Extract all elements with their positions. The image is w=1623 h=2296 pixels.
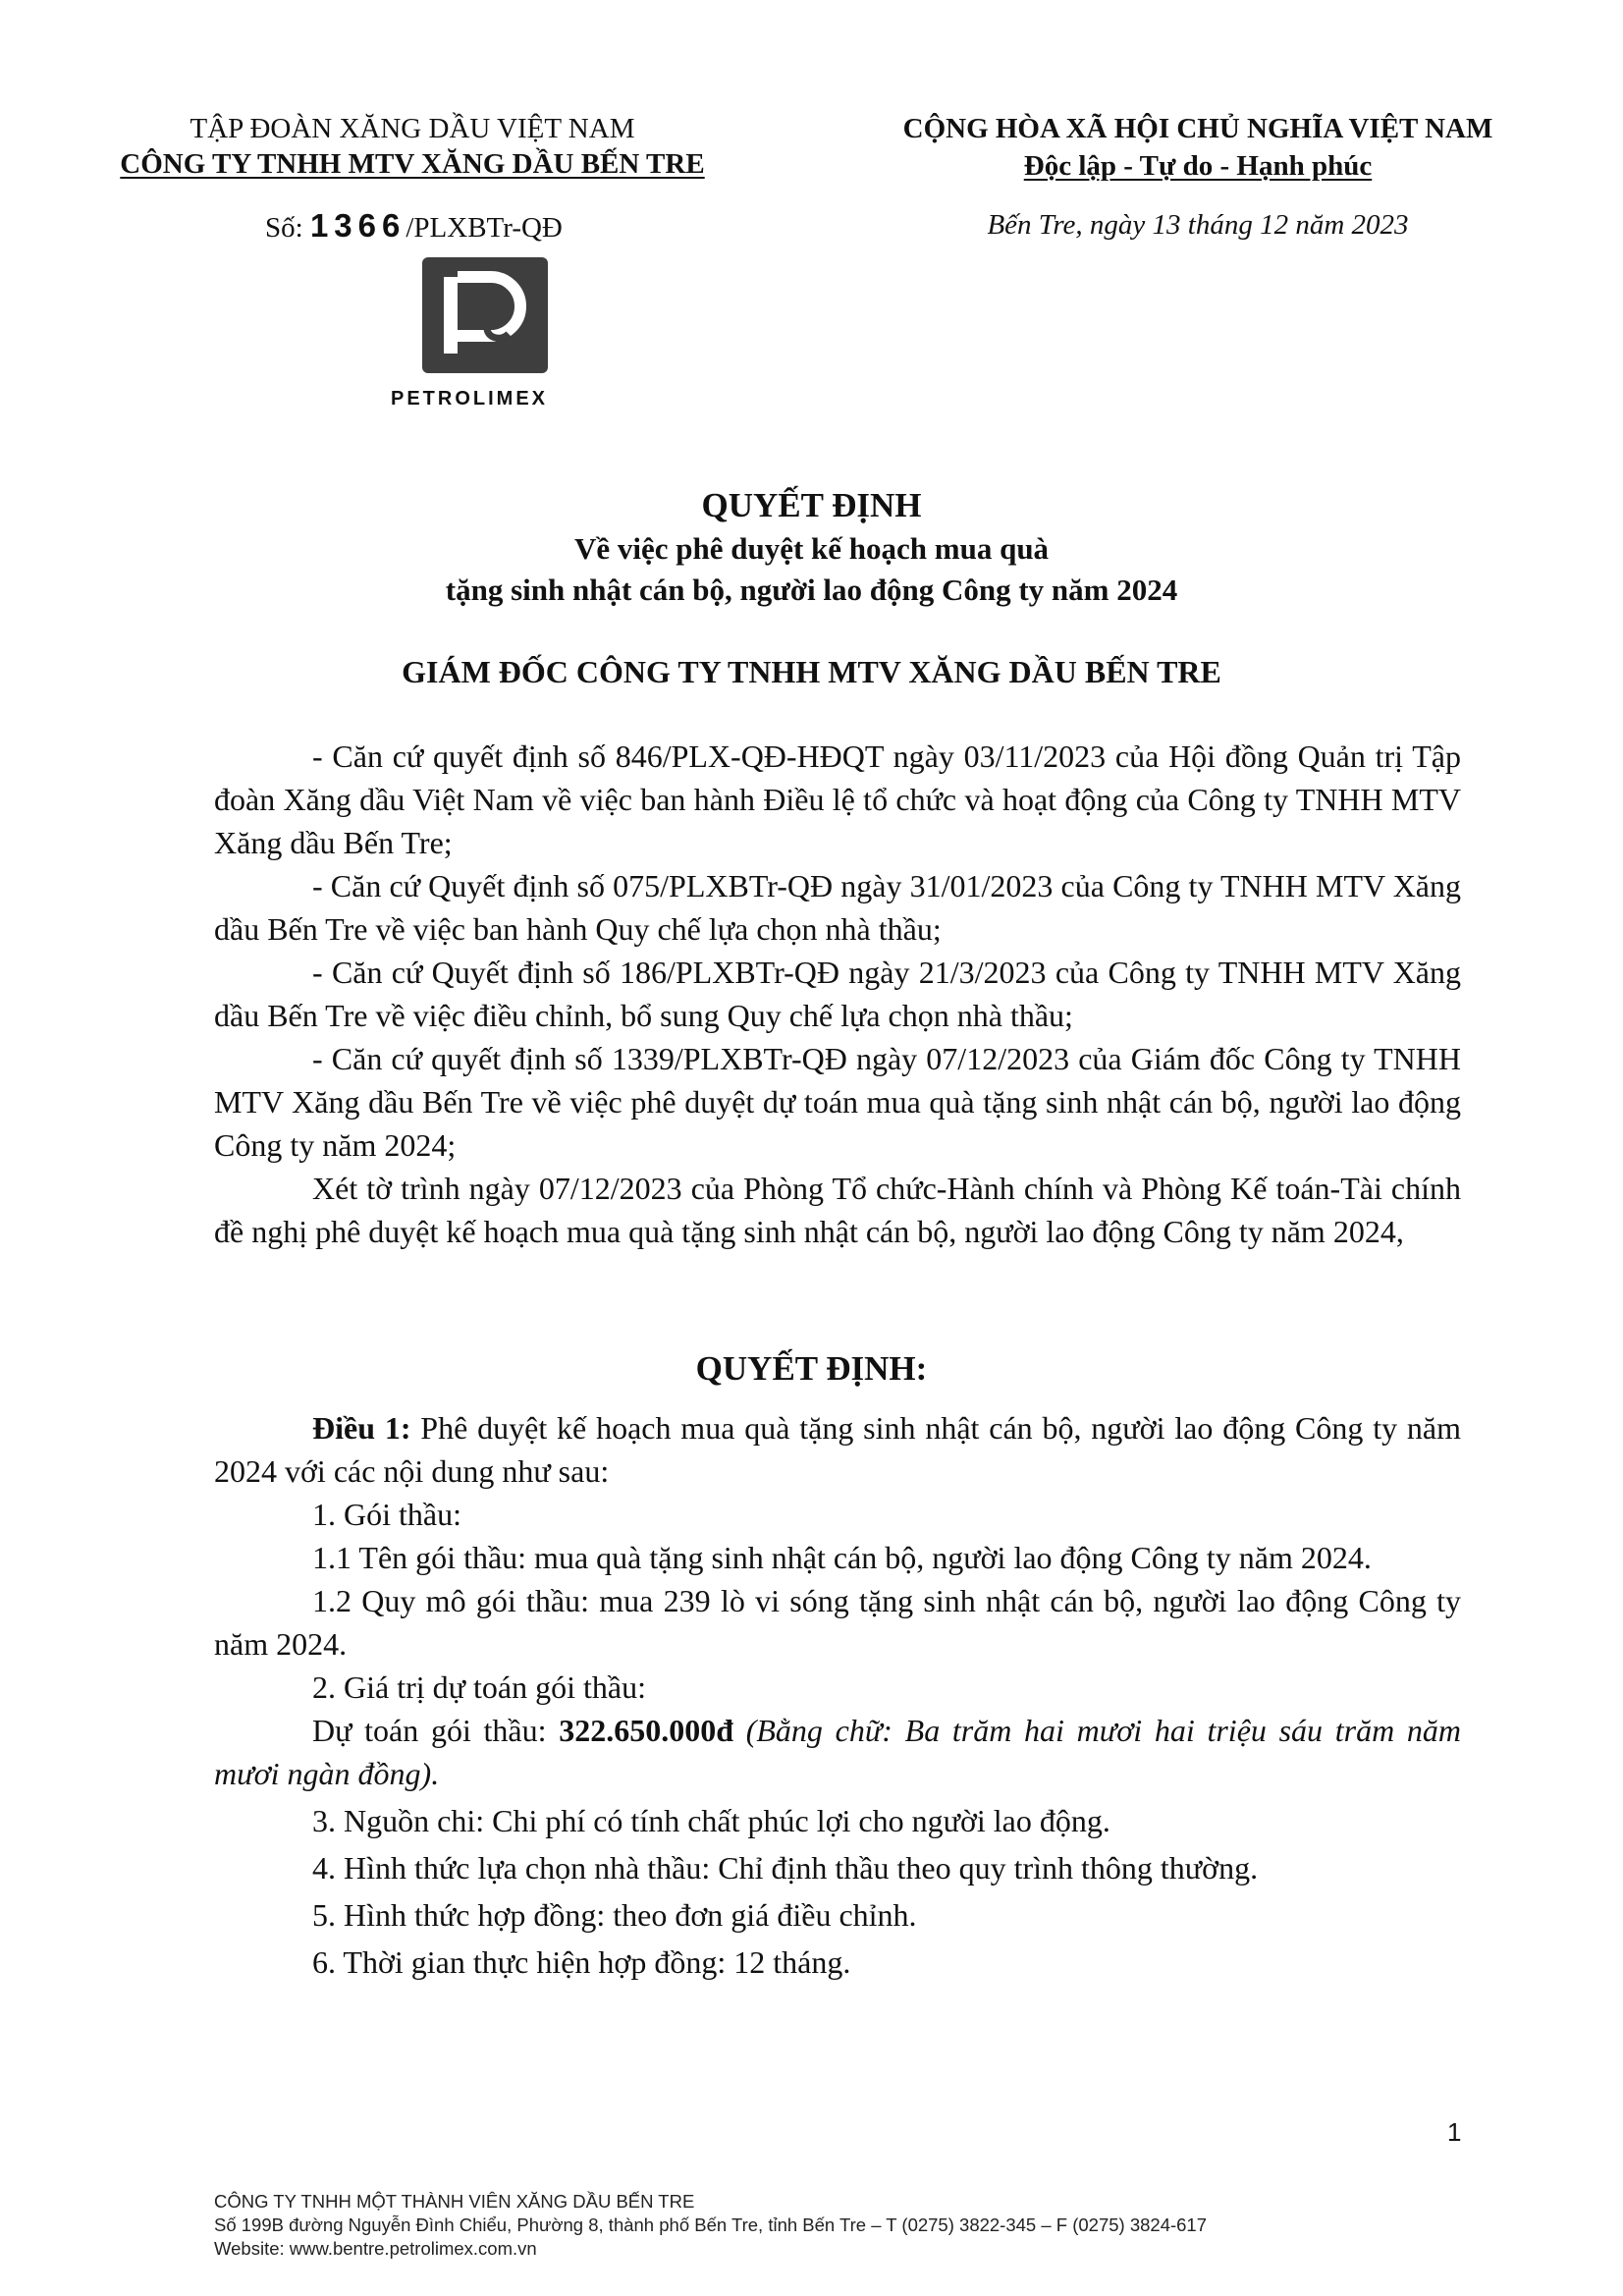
issue-date xyxy=(864,208,1532,243)
item-2: 2. Giá trị dự toán gói thầu: xyxy=(312,1669,646,1705)
footer-website: Website: www.bentre.petrolimex.com.vn xyxy=(214,2238,537,2259)
budget-value: 322.650.000đ xyxy=(559,1713,734,1748)
basis-1: - Căn cứ quyết định số 846/PLX-QĐ-HĐQT ngày 03/11/2023 của Hội đồng Quản trị Tập đoàn Xăng dầu Việt Nam về việc ban hành Điều lệ tổ chức và hoạt động của Công ty TNHH MTV Xăng dầu Bến Tre; xyxy=(214,738,1461,860)
subject-line-1: Về việc phê duyệt kế hoạch mua quà xyxy=(573,531,1050,566)
item-3: 3. Nguồn chi: Chi phí có tính chất phúc lợi cho người lao động. xyxy=(312,1803,1110,1838)
article-1 xyxy=(214,1406,1461,1493)
authority-heading: GIÁM ĐỐC CÔNG TY TNHH MTV XĂNG DẦU BẾN TRE xyxy=(402,654,1221,689)
subject-line-2: tặng sinh nhật cán bộ, người lao động Công ty năm 2024 xyxy=(445,573,1178,607)
article-1-label: Điều 1: xyxy=(312,1410,411,1446)
date-prefix: Bến Tre, ngày xyxy=(987,209,1146,241)
petrolimex-logo-icon xyxy=(422,257,548,373)
doc-number-suffix: /PLXBTr-QĐ xyxy=(406,212,563,244)
item-1-2: 1.2 Quy mô gói thầu: mua 239 lò vi sóng tặng sinh nhật cán bộ, người lao động Công ty năm 2024. xyxy=(214,1583,1461,1662)
decision-body-heading: QUYẾT ĐỊNH: xyxy=(695,1349,928,1388)
doc-number-prefix: Số: xyxy=(265,212,303,244)
decision-heading: QUYẾT ĐỊNH xyxy=(701,486,922,524)
motto xyxy=(864,149,1532,184)
org-company xyxy=(118,147,707,182)
doc-number xyxy=(265,206,563,246)
basis-5: Xét tờ trình ngày 07/12/2023 của Phòng Tổ chức-Hành chính và Phòng Kế toán-Tài chính đề nghị phê duyệt kế hoạch mua quà tặng sinh nhật cán bộ, người lao động Công ty năm 2024, xyxy=(214,1171,1461,1249)
basis-2: - Căn cứ Quyết định số 075/PLXBTr-QĐ ngày 31/01/2023 của Công ty TNHH MTV Xăng dầu Bến Tre về việc ban hành Quy chế lựa chọn nhà thầu; xyxy=(214,868,1461,947)
budget-words: (Bằng chữ: Ba trăm hai mươi hai triệu sáu trăm năm mươi ngàn đồng). xyxy=(214,1713,1462,1791)
basis-3: - Căn cứ Quyết định số 186/PLXBTr-QĐ ngày 21/3/2023 của Công ty TNHH MTV Xăng dầu Bến Tre về việc điều chỉnh, bổ sung Quy chế lựa chọn nhà thầu; xyxy=(214,955,1461,1033)
motto-text: Độc lập - Tự do - Hạnh phúc xyxy=(1023,150,1373,182)
basis-4: - Căn cứ quyết định số 1339/PLXBTr-QĐ ngày 07/12/2023 của Giám đốc Công ty TNHH MTV Xăng dầu Bến Tre về việc phê duyệt dự toán mua quà tặng sinh nhật cán bộ, người lao động Công ty năm 2024; xyxy=(214,1041,1461,1163)
footer-company: CÔNG TY TNHH MỘT THÀNH VIÊN XĂNG DẦU BẾN TRE xyxy=(214,2191,695,2212)
article-1-text: Phê duyệt kế hoạch mua quà tặng sinh nhật cán bộ, người lao động Công ty năm 2024 với các nội dung như sau: xyxy=(214,1410,1462,1489)
nation-title: CỘNG HÒA XÃ HỘI CHỦ NGHĨA VIỆT NAM xyxy=(902,113,1493,144)
org-parent: TẬP ĐOÀN XĂNG DẦU VIỆT NAM xyxy=(189,113,635,144)
decision-body xyxy=(214,1406,1461,1984)
footer-address: Số 199B đường Nguyễn Đình Chiểu, Phường 8, thành phố Bến Tre, tỉnh Bến Tre – T (0275) 3822-345 – F (0275) 3824-617 xyxy=(214,2214,1208,2235)
org-company-text: CÔNG TY TNHH MTV XĂNG DẦU BẾN TRE xyxy=(120,148,705,180)
item-1: 1. Gói thầu: xyxy=(312,1497,461,1532)
date-day: 13 xyxy=(1152,209,1181,241)
legal-bases xyxy=(214,735,1461,1253)
item-6: 6. Thời gian thực hiện hợp đồng: 12 tháng. xyxy=(312,1944,851,1980)
doc-number-value: 1366 xyxy=(309,207,406,244)
item-4: 4. Hình thức lựa chọn nhà thầu: Chỉ định thầu theo quy trình thông thường. xyxy=(312,1850,1259,1886)
date-suffix: tháng 12 năm 2023 xyxy=(1187,209,1409,241)
page-number: 1 xyxy=(1447,2117,1462,2147)
budget-label: Dự toán gói thầu: xyxy=(312,1713,560,1748)
item-5: 5. Hình thức hợp đồng: theo đơn giá điều chỉnh. xyxy=(312,1897,917,1933)
item-1-1: 1.1 Tên gói thầu: mua quà tặng sinh nhật cán bộ, người lao động Công ty năm 2024. xyxy=(312,1540,1372,1575)
logo-text: PETROLIMEX xyxy=(391,388,549,410)
petrolimex-mark-icon xyxy=(422,257,548,373)
budget-line xyxy=(214,1709,1461,1795)
